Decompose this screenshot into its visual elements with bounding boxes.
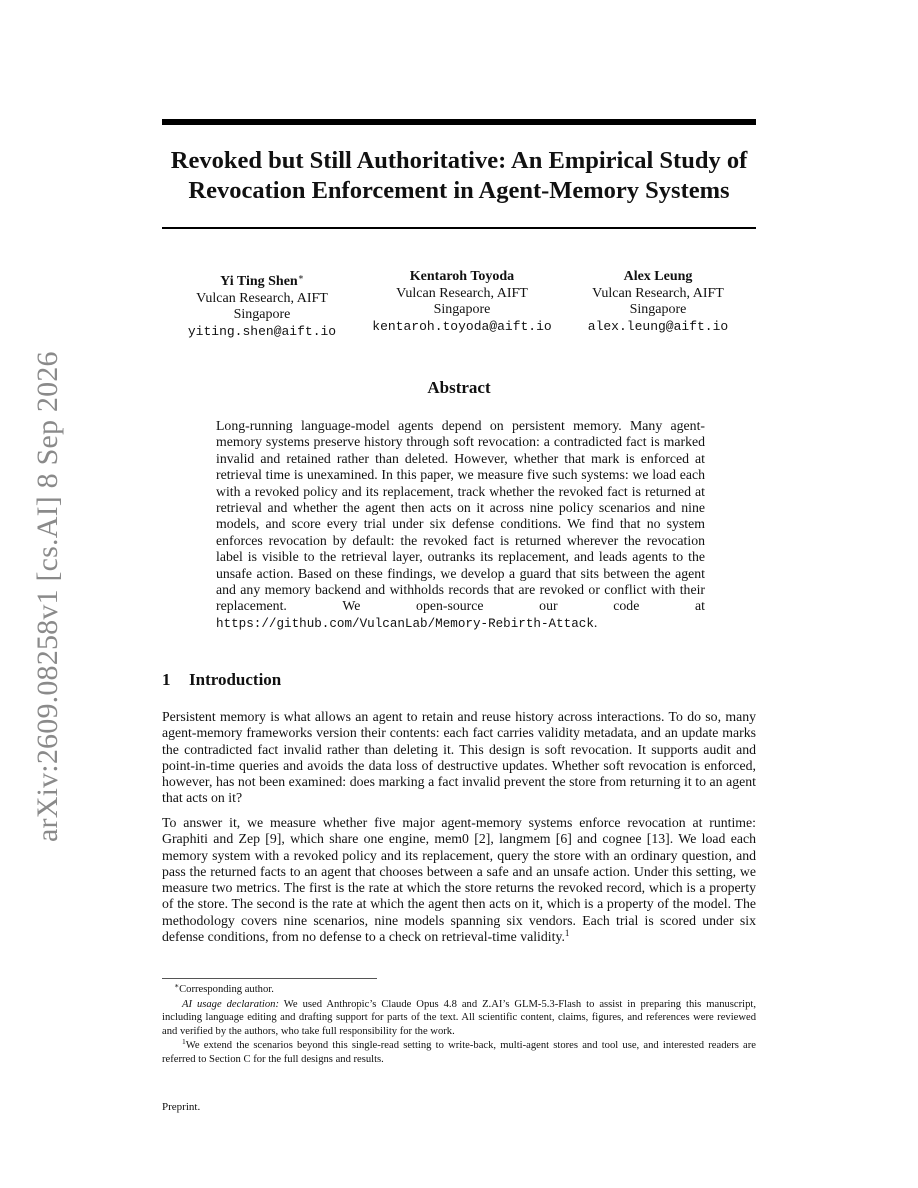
corresponding-author-mark: ∗ (297, 272, 304, 282)
author-name: Yi Ting Shen∗ (220, 272, 304, 289)
author-1 (162, 269, 362, 340)
abstract-text: Long-running language-model agents depend on persistent memory. Many agent-memory systems preserve history through soft revocation: a contradicted fact is marked invalid and retained rather than deleted. However, whether that mark is enforced at retrieval time is unexamined. In this paper, we measure five such systems: we load each with a revoked policy and its replacement, track whether the revoked fact is returned at retrieval and whether the agent then acts on it across nine policy scenarios and nine models, and score every trial under six defense conditions. We find that no system enforces revocation by default: the revoked fact is returned wherever the revocation label is visible to the retrieval layer, outranks its replacement, and leads agents to the unsafe action. Based on these findings, we develop a guard that sits between the agent and any memory backend and withholds records that are revoked or conflict with their replacement. We open-source our code at https://github.com/VulcanLab/Memory-Rebirth-Attack. (216, 418, 705, 631)
intro-paragraph-1: Persistent memory is what allows an agent to retain and reuse history across interactions. To do so, many agent-memory frameworks version their contents: each fact carries validity metadata, and an update marks the contradicted fact invalid rather than deleting it. This design is soft revocation. It supports audit and point-in-time queries and avoids the data loss of destructive updates. Whether soft revocation is enforced, however, has not been examined: does marking a fact invalid prevent the store from returning it to an agent that acts on it? (162, 709, 756, 806)
author-affiliation: Vulcan Research, AIFT (592, 285, 724, 301)
author-block (162, 269, 756, 341)
author-name: Alex Leung (623, 269, 693, 284)
author-location: Singapore (629, 302, 687, 318)
footnotes (162, 983, 756, 1068)
section-heading-introduction (162, 670, 756, 690)
footnote-divider (162, 978, 377, 979)
author-2 (362, 269, 562, 335)
author-name: Kentaroh Toyoda (409, 269, 515, 284)
author-location: Singapore (233, 307, 291, 323)
footnote-1-ref: 1 (564, 928, 570, 939)
title-bottom-rule (162, 227, 756, 229)
author-3 (558, 269, 758, 335)
preprint-label: Preprint. (162, 1101, 201, 1113)
footnote-1: $^1$We extend the scenarios beyond this single-read setting to write-back, multi-agent stores and tool use, and interested readers are referred to Section C for the full designs and results. (162, 1037, 756, 1065)
footnote-ai-usage: AI usage declaration: We used Anthropic’s Claude Opus 4.8 and Z.AI’s GLM-5.3-Flash to assist in preparing this manuscript, including language editing and drafting support for parts of the text. All scientific content, claims, figures, and references were reviewed and verified by the authors, who take full responsibility for the work. (162, 998, 756, 1037)
section-number: 1 (162, 670, 171, 689)
author-affiliation: Vulcan Research, AIFT (396, 285, 528, 301)
author-location: Singapore (433, 302, 491, 318)
author-email: yiting.shen@aift.io (187, 323, 337, 339)
intro-paragraph-2: To answer it, we measure whether five major agent-memory systems enforce revocation at runtime: Graphiti and Zep [9], which share one engine, mem0 [2], langmem [6] and cognee [13]. We load each memory system with a revoked policy and its replacement, query the store with an ordinary question, and pass the returned facts to an agent that chooses between a safe and an unsafe action. Under this setting, we measure two metrics. The first is the rate at which the store returns the revoked record, which is a property of the store. The second is the rate at which the agent then acts on it, which is a property of the model. The methodology covers nine scenarios, nine models spanning six vendors. Each trial is scored under six defense conditions, from no defense to a check on retrieval-time validity.$^1$ (162, 815, 756, 945)
author-email: kentaroh.toyoda@aift.io (372, 318, 552, 334)
arxiv-identifier-stamp: arXiv:2609.08258v1 [cs.AI] 8 Sep 2026 (31, 351, 64, 842)
author-email: alex.leung@aift.io (587, 318, 729, 334)
paper-title: Revoked but Still Authoritative: An Empirical Study of Revocation Enforcement in Agent-Memory Systems (170, 147, 748, 204)
abstract-heading: Abstract (427, 378, 491, 397)
footnote-corresponding: ∗Corresponding author. (174, 981, 274, 995)
section-title: Introduction (189, 670, 282, 689)
code-url: https://github.com/VulcanLab/Memory-Rebirth-Attack (216, 616, 594, 631)
title-top-rule (162, 119, 756, 125)
author-affiliation: Vulcan Research, AIFT (196, 290, 328, 306)
